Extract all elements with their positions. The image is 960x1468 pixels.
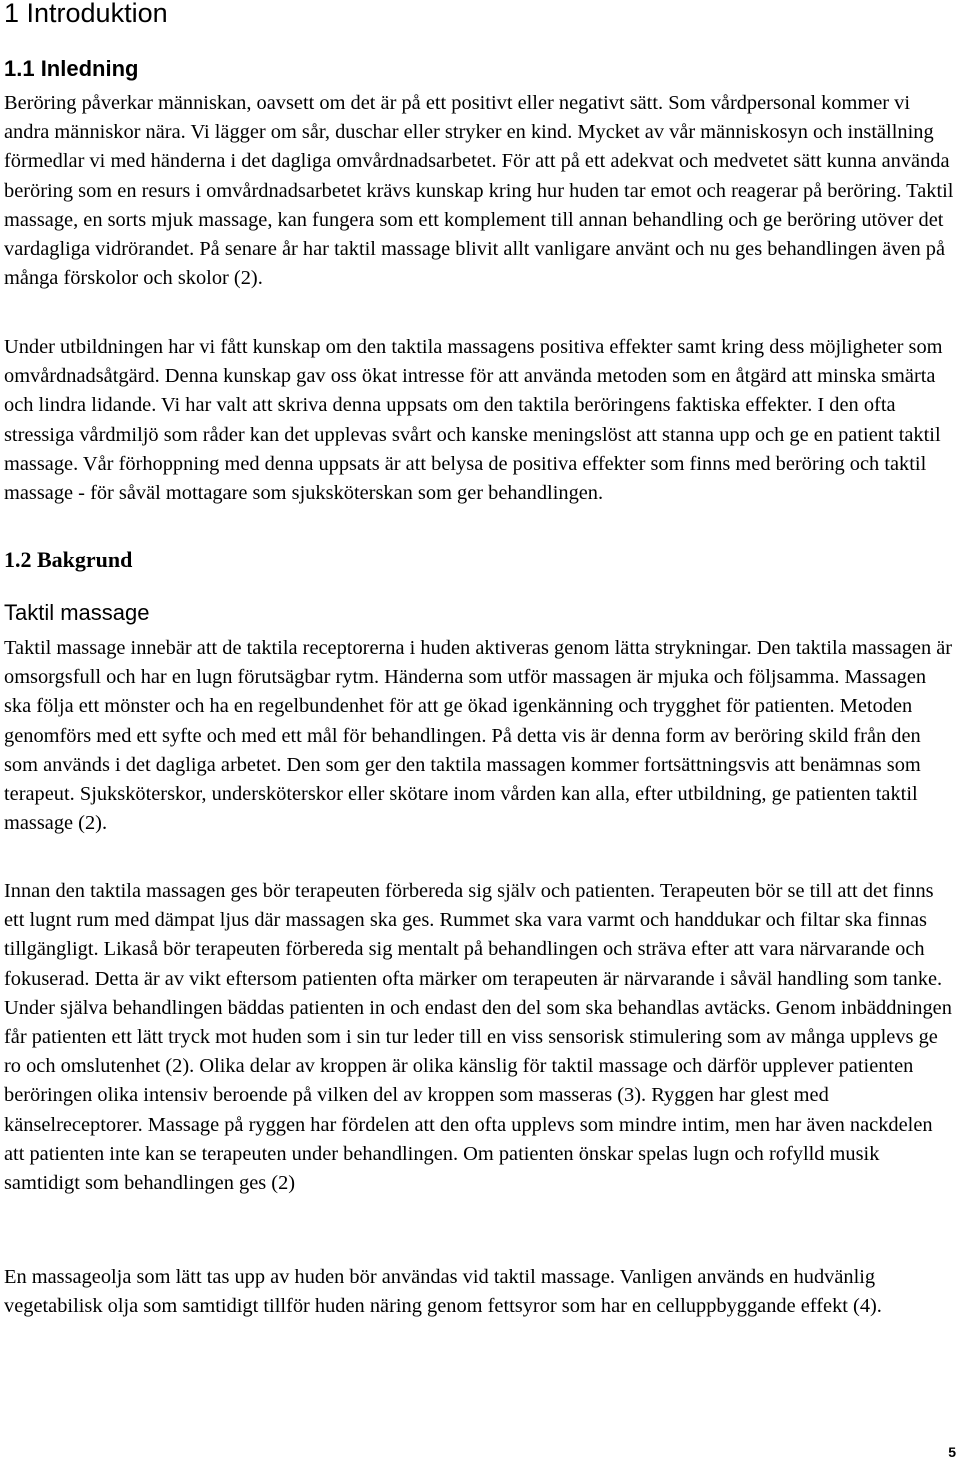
heading-introduktion: 1 Introduktion	[4, 0, 168, 28]
heading-bakgrund: 1.2 Bakgrund	[4, 547, 133, 572]
paragraph-taktil-1: Taktil massage innebär att de taktila receptorerna i huden aktiveras genom lätta strykningar. Den taktila massagen är omsorgsfull och har en lugn förutsägbar rytm. Händerna som utför massagen är mjuka och följsamma. Massagen ska följa ett mönster och ha en regelbundenhet för att ge ökad igenkänning och trygghet för patienten. Metoden genomförs med ett syfte och med ett mål för behandlingen. På detta vis är denna form av beröring skild från den som används i det dagliga arbetet. Den som ger den taktila massagen kommer fortsättningsvis att benämnas som terapeut. Sjuksköterskor, undersköterskor eller skötare inom vården kan alla, efter utbildning, ge patienten taktil massage (2).	[4, 637, 953, 835]
page-number: 5	[948, 1444, 956, 1460]
paragraph-inledning-2: Under utbildningen har vi fått kunskap om den taktila massagens positiva effekter samt kring dess möjligheter som omvårdnadsåtgärd. Denna kunskap gav oss ökat intresse för att använda metoden som en åtgärd att minska smärta och lindra lidande. Vi har valt att skriva denna uppsats om den taktila beröringens faktiska effekter. I den ofta stressiga vårdmiljö som råder kan det upplevas svårt och kanske meningslöst att stanna upp och ge en patient taktil massage. Vår förhoppning med denna uppsats är att belysa de positiva effekter som finns med beröring och taktil massage - för såväl mottagare som sjuksköterskan som ger behandlingen.	[4, 336, 943, 505]
heading-inledning: 1.1 Inledning	[4, 56, 139, 81]
paragraph-taktil-3: En massageolja som lätt tas upp av huden bör användas vid taktil massage. Vanligen används en hudvänlig vegetabilisk olja som samtidigt tillför huden näring genom fettsyror som har en celluppbyggande effekt (4).	[4, 1266, 882, 1318]
heading-taktil-massage: Taktil massage	[4, 600, 150, 625]
paragraph-inledning-1: Beröring påverkar människan, oavsett om det är på ett positivt eller negativt sätt. Som vårdpersonal kommer vi andra människor nära. Vi lägger om sår, duschar eller stryker en kind. Mycket av vår människosyn och inställning förmedlar vi med händerna i det dagliga omvårdnadsarbetet. För att på ett adekvat och medvetet sätt kunna använda beröring som en resurs i omvårdnadsarbetet krävs kunskap kring hur huden tar emot och reagerar på beröring. Taktil massage, en sorts mjuk massage, kan fungera som ett komplement till annan behandling och ge beröring utöver det vardagliga vidrörandet. På senare år har taktil massage blivit allt vanligare använt och nu ges behandlingen även på många förskolor och skolor (2).	[4, 92, 954, 290]
paragraph-taktil-2: Innan den taktila massagen ges bör terapeuten förbereda sig själv och patienten. Terapeuten bör se till att det finns ett lugnt rum med dämpat ljus där massagen ska ges. Rummet ska vara varmt och handdukar och filtar ska finnas tillgängligt. Likaså bör terapeuten förbereda sig mentalt på behandlingen och sträva efter att vara närvarande och fokuserad. Detta är av vikt eftersom patienten ofta märker om terapeuten är närvarande i såväl handling som tanke. Under själva behandlingen bäddas patienten in och endast den del som ska behandlas avtäcks. Genom inbäddningen får patienten ett lätt tryck mot huden som i sin tur leder till en viss sensorisk stimulering som av många upplevs ge ro och omslutenhet (2). Olika delar av kroppen är olika känslig för taktil massage och därför upplever patienten beröringen olika intensiv beroende på vilken del av kroppen som masseras (3). Ryggen har glest med känselreceptorer. Massage på ryggen har fördelen att den ofta upplevs som mindre intim, men har även nackdelen att patienten inte kan se terapeuten under behandlingen. Om patienten önskar spelas lugn och rofylld musik samtidigt som behandlingen ges (2)	[4, 880, 952, 1195]
